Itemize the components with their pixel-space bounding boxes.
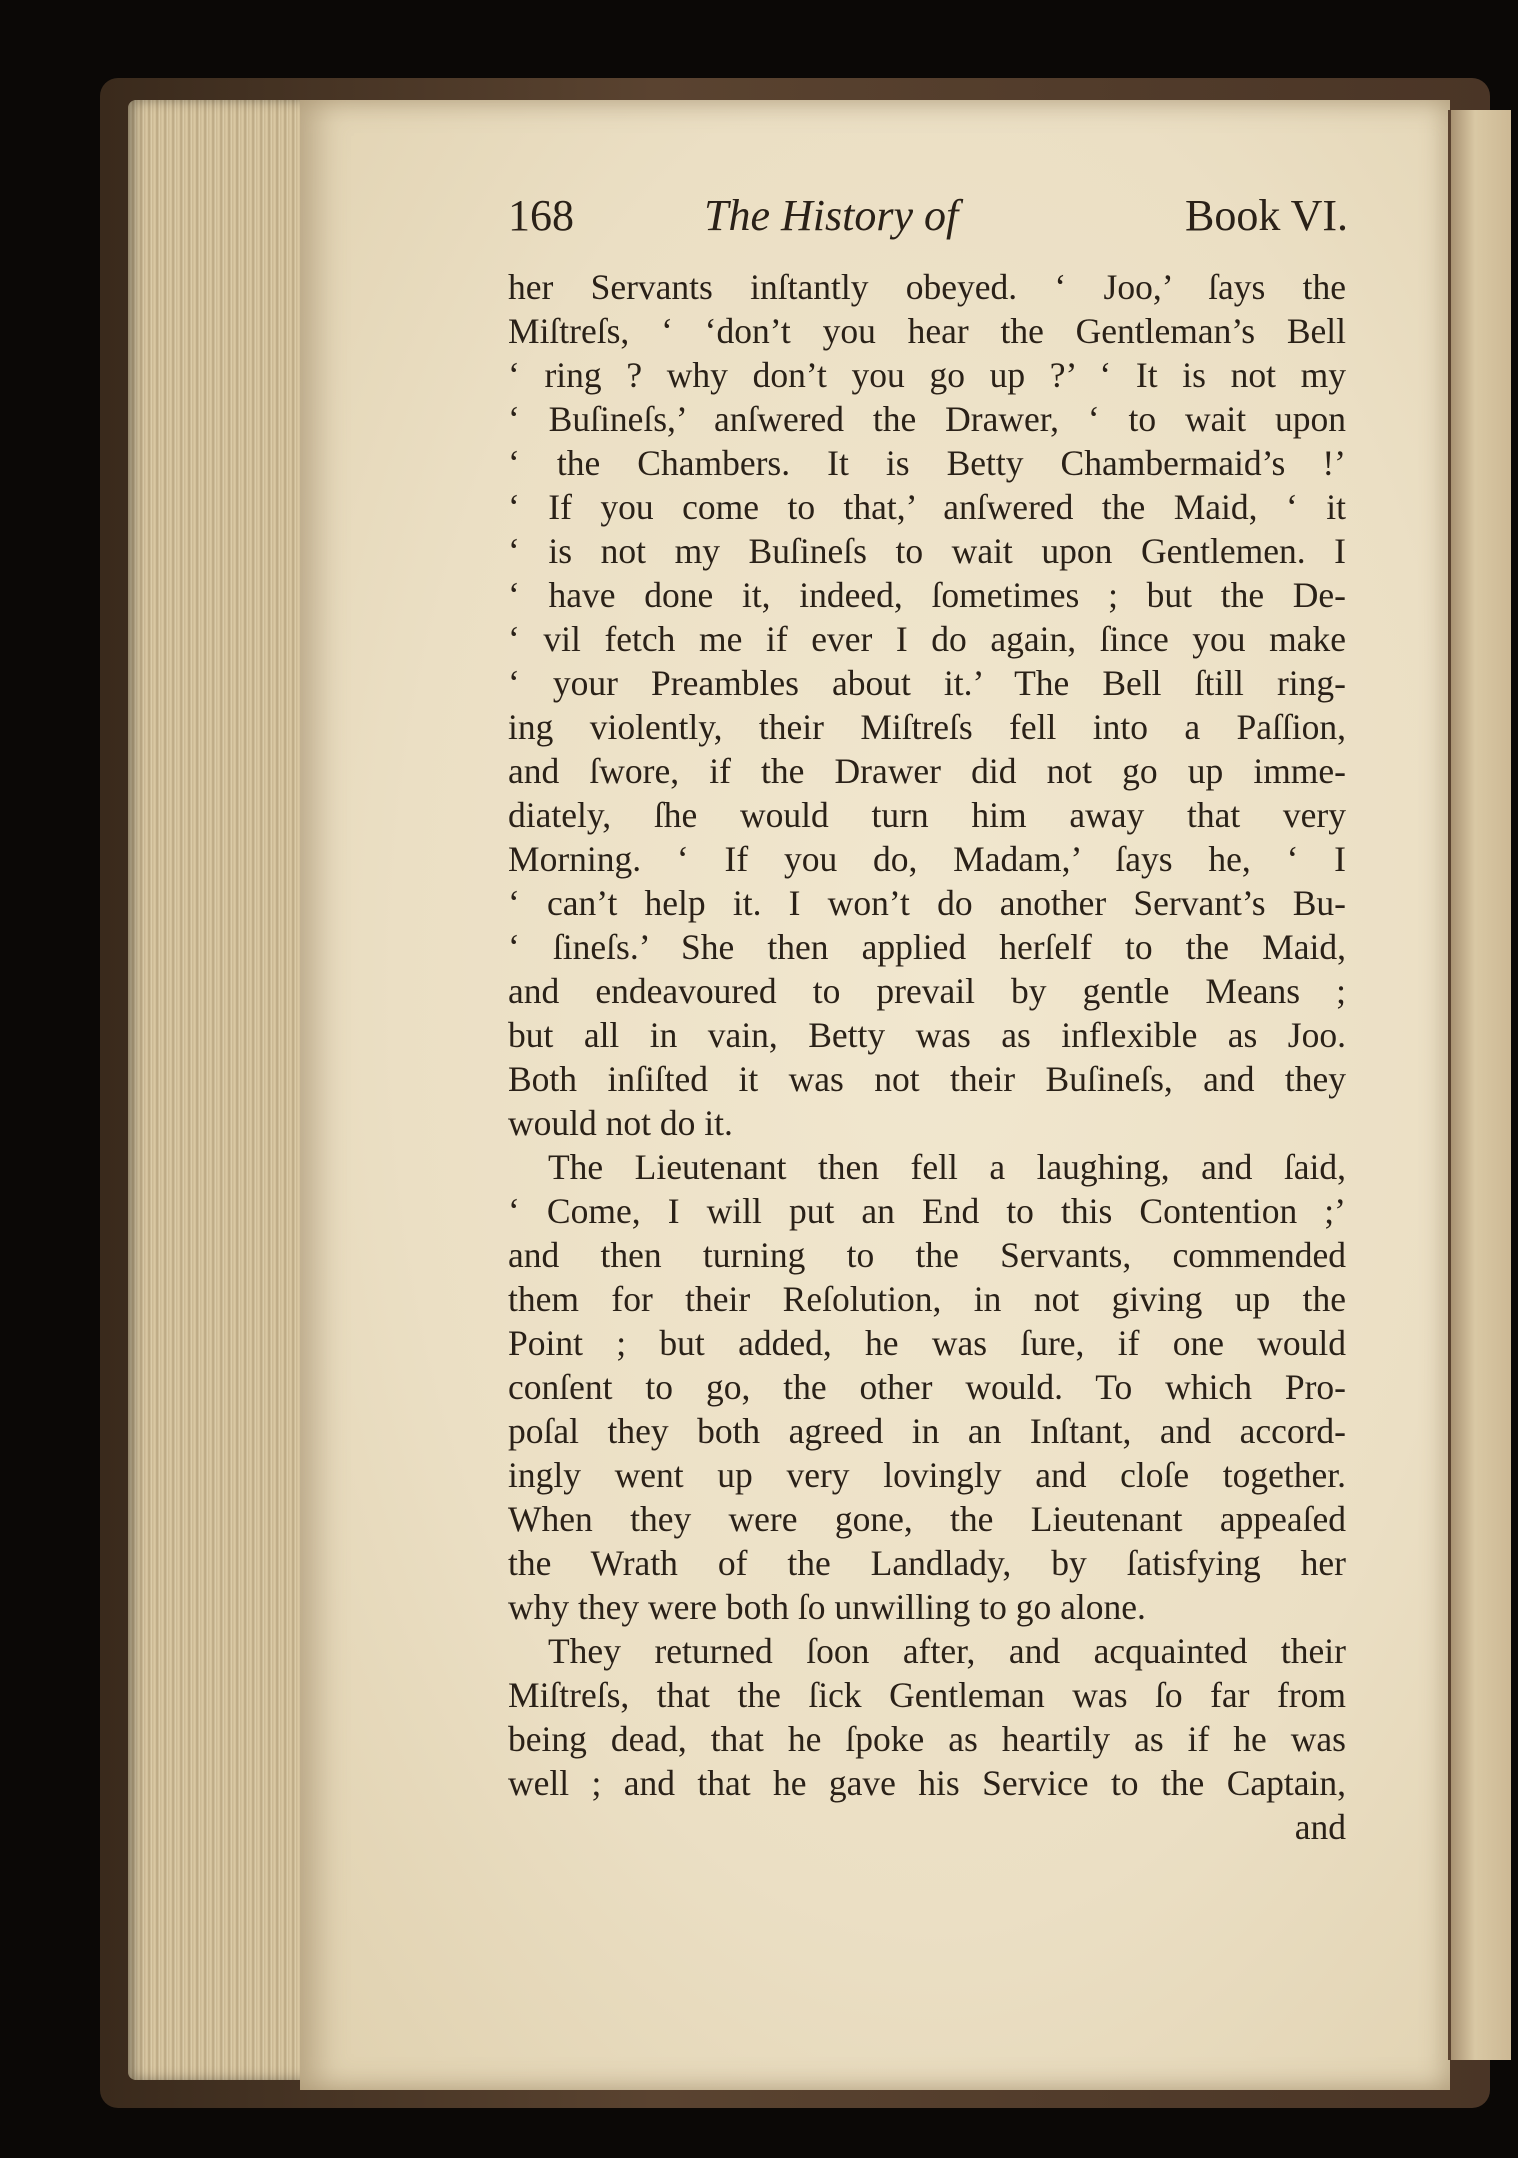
text-line: ‘ can’t help it. I won’t do another Servant’s Bu-	[508, 883, 1346, 923]
text-line: and then turning to the Servants, commended	[508, 1235, 1346, 1275]
text-line: ing violently, their Miſtreſs fell into a Paſſion,	[508, 707, 1346, 747]
running-header	[508, 190, 1348, 250]
text-line: being dead, that he ſpoke as heartily as if he was	[508, 1719, 1346, 1759]
text-line: Point ; but added, he was ſure, if one would	[508, 1323, 1346, 1363]
book-label: Book VI.	[1185, 191, 1348, 240]
text-line: ‘ ſineſs.’ She then applied herſelf to the Maid,	[508, 927, 1346, 967]
text-line: The Lieutenant then fell a laughing, and ſaid,	[548, 1147, 1346, 1187]
text-line: ‘ your Preambles about it.’ The Bell ſtill ring-	[508, 663, 1346, 703]
text-line: and ſwore, if the Drawer did not go up imme-	[508, 751, 1346, 791]
page-number: 168	[508, 191, 574, 240]
catchword: and	[1294, 1807, 1346, 1847]
text-line: Miſtreſs, ‘ ‘don’t you hear the Gentleman’s Bell	[508, 311, 1346, 351]
text-line: ingly went up very lovingly and cloſe together.	[508, 1455, 1346, 1495]
text-line: and endeavoured to prevail by gentle Means ;	[508, 971, 1346, 1011]
text-line: ‘ the Chambers. It is Betty Chambermaid’s !’	[508, 443, 1346, 483]
facing-page-edge	[1448, 110, 1511, 2060]
text-line: poſal they both agreed in an Inſtant, and accord-	[508, 1411, 1346, 1451]
text-line: them for their Reſolution, in not giving up the	[508, 1279, 1346, 1319]
text-line: her Servants inſtantly obeyed. ‘ Joo,’ ſays the	[508, 267, 1346, 307]
text-line: They returned ſoon after, and acquainted their	[548, 1631, 1346, 1671]
text-line: ‘ Come, I will put an End to this Contention ;’	[508, 1191, 1346, 1231]
text-line: why they were both ſo unwilling to go alone.	[508, 1587, 1146, 1627]
text-line: Miſtreſs, that the ſick Gentleman was ſo far from	[508, 1675, 1346, 1715]
running-title: The History of	[704, 191, 959, 240]
page-body	[508, 265, 1346, 1849]
text-line: ‘ vil fetch me if ever I do again, ſince you make	[508, 619, 1346, 659]
text-line: Morning. ‘ If you do, Madam,’ ſays he, ‘ I	[508, 839, 1346, 879]
text-line: ‘ is not my Buſineſs to wait upon Gentlemen. I	[508, 531, 1346, 571]
text-line: the Wrath of the Landlady, by ſatisfying her	[508, 1543, 1346, 1583]
text-line: would not do it.	[508, 1103, 733, 1143]
text-line: conſent to go, the other would. To which Pro-	[508, 1367, 1346, 1407]
text-line: ‘ Buſineſs,’ anſwered the Drawer, ‘ to wait upon	[508, 399, 1346, 439]
text-line: Both inſiſted it was not their Buſineſs, and they	[508, 1059, 1346, 1099]
text-line: ‘ have done it, indeed, ſometimes ; but the De-	[508, 575, 1346, 615]
page-edges	[128, 100, 318, 2080]
text-line: well ; and that he gave his Service to the Captain,	[508, 1763, 1346, 1803]
text-line: ‘ ring ? why don’t you go up ?’ ‘ It is not my	[508, 355, 1346, 395]
text-line: but all in vain, Betty was as inflexible as Joo.	[508, 1015, 1346, 1055]
text-line: When they were gone, the Lieutenant appeaſed	[508, 1499, 1346, 1539]
text-line: diately, ſhe would turn him away that very	[508, 795, 1346, 835]
text-line: ‘ If you come to that,’ anſwered the Maid, ‘ it	[508, 487, 1346, 527]
